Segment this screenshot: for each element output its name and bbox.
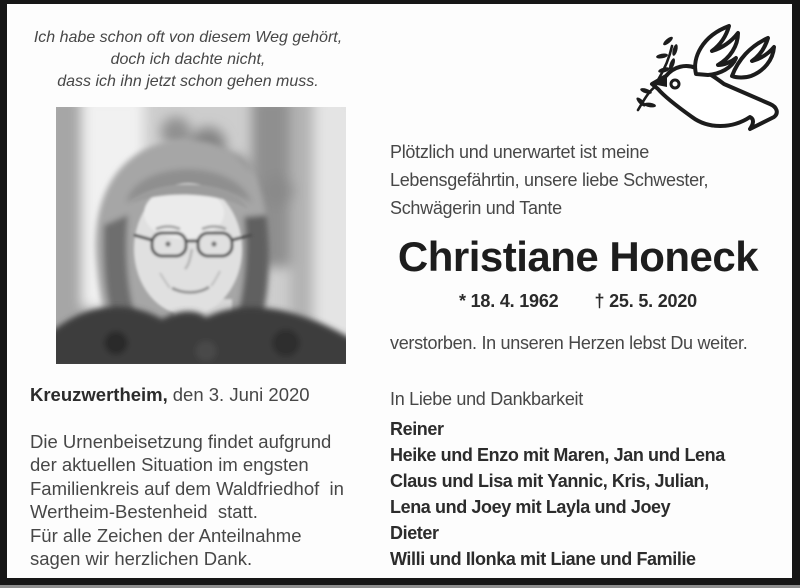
mourner-name: Heike und Enzo mit Maren, Jan und Lena (390, 445, 725, 465)
mourners-heading: In Liebe und Dankbarkeit (390, 389, 583, 409)
funeral-notice-line: Für alle Zeichen der Anteilnahme (30, 524, 302, 546)
announcement-line: Plötzlich und unerwartet ist meine (390, 142, 649, 162)
death-date: † 25. 5. 2020 (594, 291, 697, 311)
funeral-notice-line: der aktuellen Situation im engsten (30, 454, 309, 476)
remembrance-line: verstorben. In unseren Herzen lebst Du weiter. (390, 333, 748, 353)
verse-line: Ich habe schon oft von diesem Weg gehört, (33, 29, 343, 46)
life-dates (388, 291, 768, 312)
verse-line: dass ich ihn jetzt schon gehen muss. (57, 73, 319, 90)
mourners-list (390, 416, 725, 572)
funeral-notice (30, 430, 344, 570)
funeral-notice-line: Familienkreis auf dem Waldfriedhof in (30, 477, 344, 499)
funeral-notice-line: sagen wir herzlichen Dank. (30, 548, 253, 570)
mourner-name: Willi und Ilonka mit Liane und Familie (390, 549, 696, 569)
place-name: Kreuzwertheim, (30, 384, 168, 405)
announcement-line: Lebensgefährtin, unsere liebe Schwester, (390, 170, 709, 190)
portrait-photo (56, 107, 346, 364)
place-and-date (30, 384, 310, 406)
announcement-text (390, 138, 708, 222)
mourner-name: Reiner (390, 419, 444, 439)
verse-line: doch ich dachte nicht, (110, 51, 266, 68)
date-text: den 3. Juni 2020 (172, 384, 310, 405)
birth-date: * 18. 4. 1962 (459, 291, 559, 311)
mourner-name: Lena und Joey mit Layla und Joey (390, 497, 671, 517)
dove-icon-art (634, 18, 786, 144)
memorial-verse (20, 27, 356, 93)
portrait-photo-art (56, 107, 346, 364)
deceased-name: Christiane Honeck (397, 233, 759, 280)
mourner-name: Dieter (390, 523, 439, 543)
funeral-notice-line: Die Urnenbeisetzung findet aufgrund (30, 431, 332, 452)
mourner-name: Claus und Lisa mit Yannic, Kris, Julian, (390, 471, 709, 491)
dove-with-olive-branch-icon (634, 18, 786, 144)
announcement-line: Schwägerin und Tante (390, 198, 562, 218)
funeral-notice-line: Wertheim-Bestenheid statt. (30, 501, 258, 523)
